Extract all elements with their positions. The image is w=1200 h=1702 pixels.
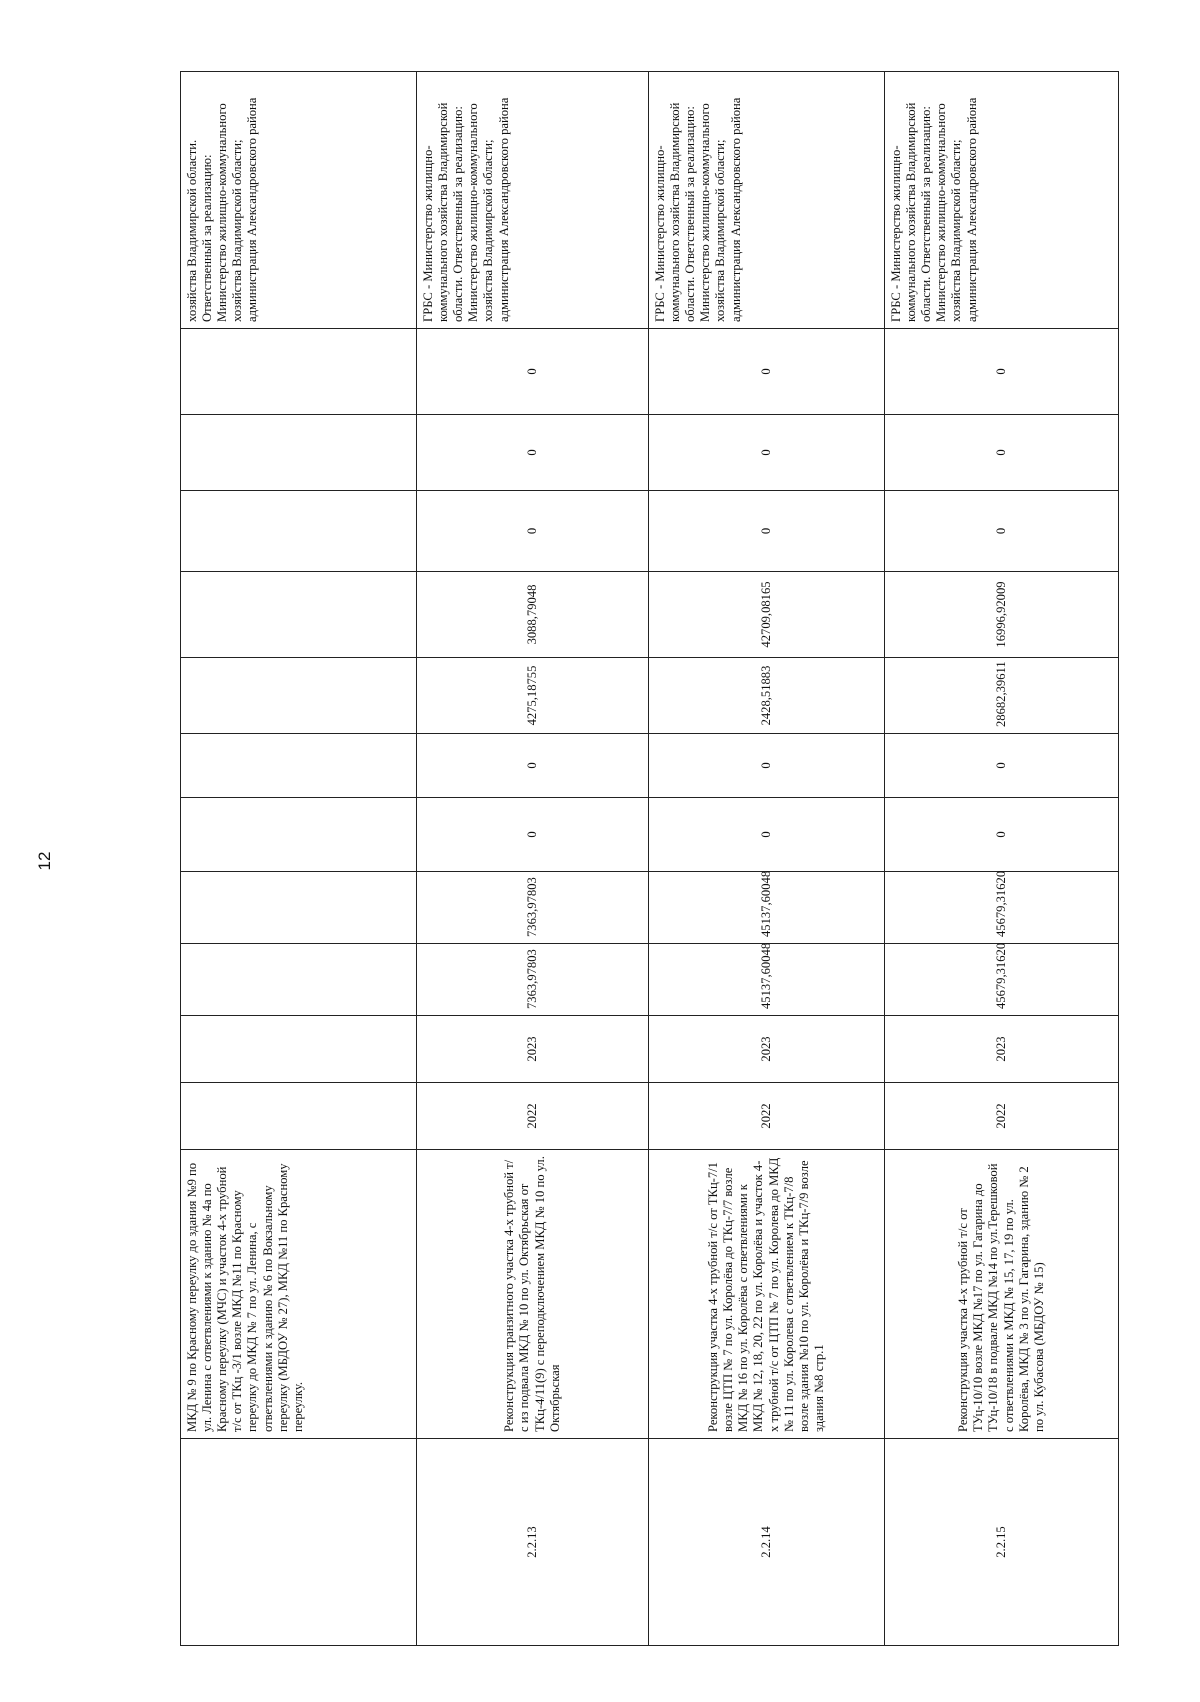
amount-cell: 0	[885, 329, 1119, 415]
amount-cell: 45137,60048	[649, 872, 885, 944]
total-cost: 7363,97803	[417, 944, 649, 1016]
amount-cell	[181, 658, 417, 734]
start-year: 2022	[649, 1083, 885, 1150]
table-row	[417, 72, 649, 1646]
amount-cell: 3088,79048	[417, 572, 649, 658]
amount-cell	[181, 734, 417, 798]
responsible-party: хозяйства Владимирской области. Ответственный за реализацию: Министерство жилищно-коммунального хозяйства Владимирской области; администрация Александровского района	[181, 72, 417, 329]
total-cost: 45137,60048	[649, 944, 885, 1016]
row-number: 2.2.14	[649, 1439, 885, 1646]
total-cost: 45679,31620	[885, 944, 1119, 1016]
amount-cell: 28682,39611	[885, 658, 1119, 734]
table-row	[885, 72, 1119, 1646]
responsible-party: ГРБС - Министерство жилищно-коммунального хозяйства Владимирской области. Ответственный за реализацию: Министерство жилищно-коммунального хозяйства Владимирской области; администрация Александровского района	[885, 72, 1119, 329]
amount-cell: 0	[885, 734, 1119, 798]
amount-cell	[181, 798, 417, 872]
amount-cell	[181, 572, 417, 658]
amount-cell: 0	[417, 734, 649, 798]
measure-description: МКД № 9 по Красному переулку до здания №9 по ул. Ленина с ответвлениями к зданию № 4а по Красному переулку (МЧС) и участок 4-х трубной т/с от ТКц -3/1 возле МКД №11 по Красному переулку до МКД № 7 по ул. Ленина, с ответвлениями к зданию № 6 по Вокзальному переулку (МБДОУ № 27), МКД №11 по Красному переулку.	[181, 1150, 417, 1439]
measure-description: Реконструкция транзитного участка 4-х трубной т/с из подвала МКД № 10 по ул. Октябрьская от ТКц-4/11(9) с переподключением МКД № 10 по ул. Октябрьская	[417, 1150, 649, 1439]
amount-cell: 0	[885, 798, 1119, 872]
amount-cell: 0	[649, 798, 885, 872]
amount-cell: 0	[649, 491, 885, 572]
amount-cell: 0	[649, 415, 885, 491]
amount-cell	[181, 491, 417, 572]
amount-cell	[181, 872, 417, 944]
amount-cell	[181, 329, 417, 415]
amount-cell: 4275,18755	[417, 658, 649, 734]
amount-cell: 0	[649, 734, 885, 798]
table-row	[649, 72, 885, 1646]
amount-cell: 7363,97803	[417, 872, 649, 944]
total-cost	[181, 944, 417, 1016]
end-year: 2023	[417, 1016, 649, 1083]
amount-cell: 0	[649, 329, 885, 415]
amount-cell: 2428,51883	[649, 658, 885, 734]
start-year: 2022	[417, 1083, 649, 1150]
start-year	[181, 1083, 417, 1150]
amount-cell: 0	[417, 798, 649, 872]
amount-cell: 0	[885, 415, 1119, 491]
row-number: 2.2.13	[417, 1439, 649, 1646]
measure-description: Реконструкция участка 4-х трубной т/с от ТКц-7/1 возле ЦТП № 7 по ул. Королёва до ТКц-7/7 возле МКД № 16 по ул. Королёва с ответвлениями к МКД № 12, 18, 20, 22 по ул. Королёва и участок 4-х трубной т/с от ЦТП № 7 по ул. Королева до МКД № 11 по ул. Королева с ответвлением к ТКц-7/8 возле здания №10 по ул. Королёва и ТКц-7/9 возле здания №8 стр.1	[649, 1150, 885, 1439]
end-year: 2023	[649, 1016, 885, 1083]
row-number	[181, 1439, 417, 1646]
amount-cell: 0	[417, 415, 649, 491]
rotated-table-wrapper	[180, 72, 1118, 1646]
end-year	[181, 1016, 417, 1083]
amount-cell: 0	[417, 491, 649, 572]
measure-description: Реконструкция участка 4-х трубной т/с от ТУц-10/10 возле МКД №17 по ул. Гагарина до ТУц-10/18 в подвале МКД №14 по ул.Терешковой с ответвлениями к МКД № 15, 17, 19 по ул. Королёва, МКД № 3 по ул. Гагарина, зданию № 2 по ул. Кубасова (МБДОУ № 15)	[885, 1150, 1119, 1439]
responsible-party: ГРБС - Министерство жилищно-коммунального хозяйства Владимирской области. Ответственный за реализацию: Министерство жилищно-коммунального хозяйства Владимирской области; администрация Александровского района	[649, 72, 885, 329]
amount-cell: 0	[885, 491, 1119, 572]
responsible-party: ГРБС - Министерство жилищно-коммунального хозяйства Владимирской области. Ответственный за реализацию: Министерство жилищно-коммунального хозяйства Владимирской области; администрация Александровского района	[417, 72, 649, 329]
amount-cell: 42709,08165	[649, 572, 885, 658]
program-table	[180, 71, 1119, 1646]
amount-cell: 0	[417, 329, 649, 415]
row-number: 2.2.15	[885, 1439, 1119, 1646]
amount-cell	[181, 415, 417, 491]
end-year: 2023	[885, 1016, 1119, 1083]
page-number: 12	[35, 851, 54, 871]
table-row	[181, 72, 417, 1646]
amount-cell: 45679,31620	[885, 872, 1119, 944]
amount-cell: 16996,92009	[885, 572, 1119, 658]
start-year: 2022	[885, 1083, 1119, 1150]
